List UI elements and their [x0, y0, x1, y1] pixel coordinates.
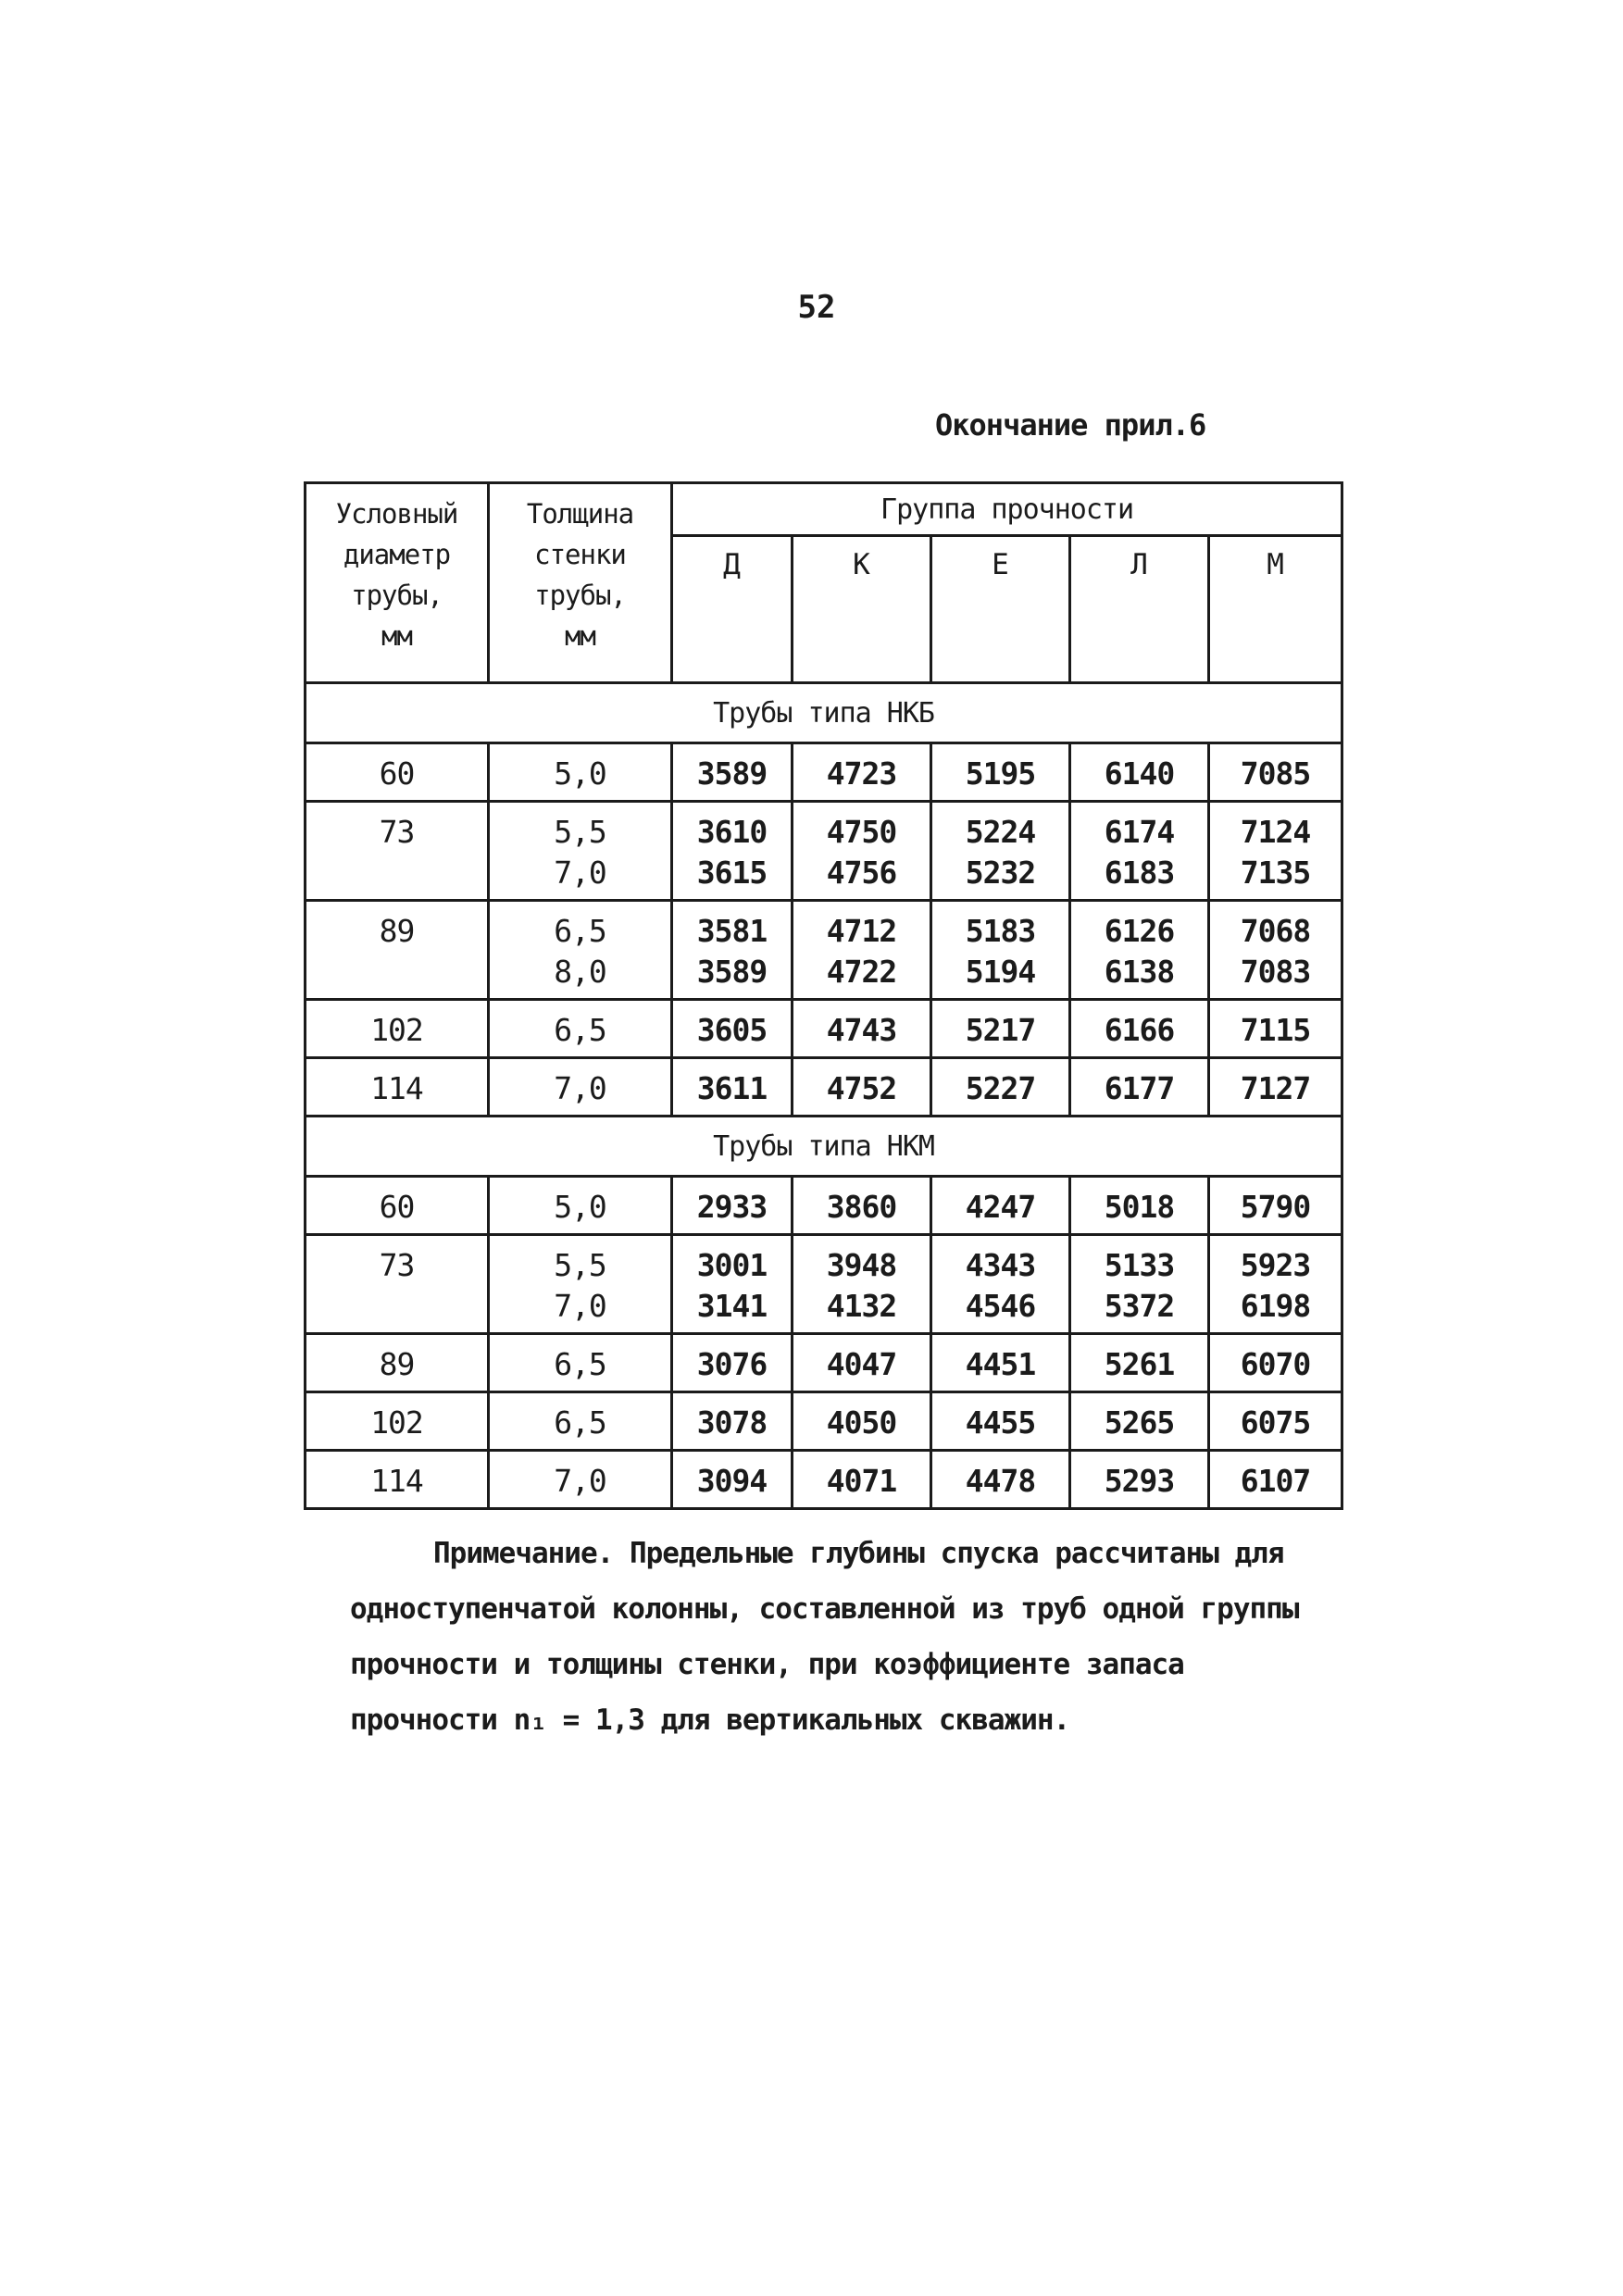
depth-cell: [1070, 1451, 1209, 1509]
depth-cell: [793, 743, 931, 802]
table-row: [306, 1177, 1342, 1235]
depth-cell: [931, 1235, 1070, 1334]
depth-cell: [1070, 1058, 1209, 1117]
depth-cell: [1209, 1000, 1342, 1058]
depth-value: 4050: [826, 1404, 897, 1441]
depth-cell: [793, 1177, 931, 1235]
header-grade-m: М: [1209, 536, 1342, 683]
depth-cell: [931, 901, 1070, 1000]
depth-value: 5224: [965, 814, 1036, 850]
header-diameter-line: трубы,: [351, 580, 443, 611]
table-row: [306, 1235, 1342, 1334]
depth-value: 4455: [965, 1404, 1036, 1441]
appendix-caption: Окончание прил.6: [935, 407, 1206, 443]
header-diameter-line: мм: [381, 620, 412, 652]
depth-cell: [793, 1235, 931, 1334]
thickness-value: 5,5: [554, 814, 606, 850]
diameter-cell: 89: [306, 1334, 489, 1392]
diameter-cell: 114: [306, 1451, 489, 1509]
table-row: [306, 1058, 1342, 1117]
depth-value: 5227: [965, 1070, 1036, 1106]
page-number: 52: [797, 289, 836, 326]
depth-value: 4247: [965, 1189, 1036, 1225]
depth-value: 5293: [1104, 1463, 1175, 1499]
depth-value: 3078: [696, 1404, 768, 1441]
depth-cell: [931, 1058, 1070, 1117]
depth-cell: [1209, 802, 1342, 901]
diameter-cell: 73: [306, 1235, 489, 1334]
depth-cell: [672, 743, 793, 802]
header-diameter-line: диаметр: [343, 539, 451, 570]
depth-value: 4451: [965, 1346, 1036, 1382]
diameter-cell: 60: [306, 743, 489, 802]
depth-value: 6140: [1104, 755, 1175, 792]
depth-cell: [931, 802, 1070, 901]
depth-value: 4343: [965, 1247, 1036, 1283]
depth-value: 4750: [826, 814, 897, 850]
depth-value: 2933: [696, 1189, 768, 1225]
depth-cell: [1209, 1058, 1342, 1117]
depth-cell: [672, 802, 793, 901]
table-row: [306, 1000, 1342, 1058]
header-diameter: [306, 483, 489, 683]
thickness-cell: [489, 1235, 672, 1334]
depth-value: 3948: [826, 1247, 897, 1283]
depth-value: 6177: [1104, 1070, 1175, 1106]
depth-cell: [1070, 1235, 1209, 1334]
depth-value: 3615: [696, 855, 768, 891]
depth-value: 5372: [1104, 1288, 1175, 1324]
table-row: [306, 802, 1342, 901]
depth-value: 6198: [1240, 1288, 1311, 1324]
depth-cell: [931, 1177, 1070, 1235]
thickness-value: 6,5: [554, 1404, 606, 1441]
thickness-cell: [489, 1000, 672, 1058]
diameter-cell: 102: [306, 1392, 489, 1451]
depth-value: 4743: [826, 1012, 897, 1048]
depth-cell: [672, 1235, 793, 1334]
depth-value: 5018: [1104, 1189, 1175, 1225]
depth-value: 5133: [1104, 1247, 1175, 1283]
section-title: Трубы типа НКМ: [306, 1117, 1342, 1177]
depth-value: 3605: [696, 1012, 768, 1048]
depth-cell: [1209, 743, 1342, 802]
note-line: прочности и толщины стенки, при коэффициенте запаса: [350, 1648, 1184, 1681]
depth-value: 3076: [696, 1346, 768, 1382]
depth-value: 4478: [965, 1463, 1036, 1499]
diameter-cell: 102: [306, 1000, 489, 1058]
depth-value: 3610: [696, 814, 768, 850]
depth-value: 7135: [1240, 855, 1311, 891]
depth-cell: [672, 1451, 793, 1509]
depth-cell: [793, 1392, 931, 1451]
thickness-cell: [489, 901, 672, 1000]
depth-cell: [1070, 1392, 1209, 1451]
depth-cell: [1209, 1334, 1342, 1392]
depth-cell: [1209, 1451, 1342, 1509]
depth-value: 3611: [696, 1070, 768, 1106]
depth-cell: [672, 1058, 793, 1117]
header-strength-group: Группа прочности: [672, 483, 1342, 536]
thickness-cell: [489, 1177, 672, 1235]
header-grade-l: Л: [1070, 536, 1209, 683]
thickness-value: 7,0: [554, 855, 606, 891]
depth-value: 3001: [696, 1247, 768, 1283]
depth-cell: [793, 802, 931, 901]
depth-cell: [1070, 743, 1209, 802]
depth-value: 4712: [826, 913, 897, 949]
depth-cell: [1209, 901, 1342, 1000]
depth-value: 3589: [696, 755, 768, 792]
depth-cell: [1070, 901, 1209, 1000]
thickness-value: 6,5: [554, 1346, 606, 1382]
depth-cell: [1209, 1177, 1342, 1235]
depth-value: 6166: [1104, 1012, 1175, 1048]
depth-cell: [793, 1451, 931, 1509]
depth-value: 5183: [965, 913, 1036, 949]
depth-value: 4752: [826, 1070, 897, 1106]
header-grade-e: Е: [931, 536, 1070, 683]
depth-value: 4722: [826, 954, 897, 990]
diameter-cell: 60: [306, 1177, 489, 1235]
depth-value: 5923: [1240, 1247, 1311, 1283]
header-thickness-line: стенки: [534, 539, 626, 570]
depth-value: 3094: [696, 1463, 768, 1499]
table-header: [306, 483, 1342, 683]
depth-cell: [931, 743, 1070, 802]
thickness-cell: [489, 802, 672, 901]
table-body: [306, 683, 1342, 1509]
depth-value: 7124: [1240, 814, 1311, 850]
diameter-cell: 73: [306, 802, 489, 901]
depth-value: 7085: [1240, 755, 1311, 792]
table-row: [306, 743, 1342, 802]
depth-cell: [672, 1177, 793, 1235]
table-row: [306, 1392, 1342, 1451]
thickness-cell: [489, 743, 672, 802]
depth-value: 4756: [826, 855, 897, 891]
depth-cell: [672, 1334, 793, 1392]
depth-value: 3141: [696, 1288, 768, 1324]
table-row: [306, 901, 1342, 1000]
depth-value: 5217: [965, 1012, 1036, 1048]
thickness-cell: [489, 1058, 672, 1117]
strength-table: [304, 481, 1343, 1510]
depth-value: 6075: [1240, 1404, 1311, 1441]
depth-value: 7115: [1240, 1012, 1311, 1048]
thickness-cell: [489, 1392, 672, 1451]
depth-value: 4546: [965, 1288, 1036, 1324]
depth-value: 3581: [696, 913, 768, 949]
depth-cell: [1070, 1177, 1209, 1235]
note-line: прочности n₁ = 1,3 для вертикальных скважин.: [350, 1703, 1070, 1737]
diameter-cell: 114: [306, 1058, 489, 1117]
depth-cell: [1209, 1392, 1342, 1451]
thickness-value: 7,0: [554, 1288, 606, 1324]
depth-cell: [931, 1451, 1070, 1509]
depth-value: 5194: [965, 954, 1036, 990]
header-thickness: [489, 483, 672, 683]
depth-cell: [1070, 802, 1209, 901]
depth-value: 7068: [1240, 913, 1311, 949]
depth-cell: [1209, 1235, 1342, 1334]
depth-cell: [793, 1058, 931, 1117]
depth-value: 6174: [1104, 814, 1175, 850]
note-line: одноступенчатой колонны, составленной из труб одной группы: [350, 1592, 1299, 1626]
thickness-cell: [489, 1451, 672, 1509]
depth-cell: [672, 901, 793, 1000]
depth-value: 5790: [1240, 1189, 1311, 1225]
depth-cell: [793, 1000, 931, 1058]
depth-cell: [672, 1392, 793, 1451]
header-thickness-line: мм: [565, 620, 595, 652]
table-row: [306, 1451, 1342, 1509]
depth-value: 6126: [1104, 913, 1175, 949]
header-diameter-line: Условный: [335, 498, 458, 530]
depth-cell: [672, 1000, 793, 1058]
thickness-value: 6,5: [554, 1012, 606, 1048]
thickness-value: 5,0: [554, 755, 606, 792]
depth-cell: [793, 901, 931, 1000]
depth-cell: [931, 1000, 1070, 1058]
depth-value: 4132: [826, 1288, 897, 1324]
header-thickness-line: трубы,: [534, 580, 626, 611]
depth-cell: [1070, 1000, 1209, 1058]
depth-value: 5195: [965, 755, 1036, 792]
depth-value: 5261: [1104, 1346, 1175, 1382]
thickness-value: 7,0: [554, 1463, 606, 1499]
depth-cell: [1070, 1334, 1209, 1392]
depth-value: 7083: [1240, 954, 1311, 990]
depth-value: 5232: [965, 855, 1036, 891]
table-row: [306, 1334, 1342, 1392]
depth-value: 4071: [826, 1463, 897, 1499]
depth-value: 4047: [826, 1346, 897, 1382]
depth-value: 5265: [1104, 1404, 1175, 1441]
depth-cell: [931, 1334, 1070, 1392]
footnote: [350, 1526, 1313, 1748]
header-thickness-line: Толщина: [526, 498, 634, 530]
section-title: Трубы типа НКБ: [306, 683, 1342, 743]
depth-value: 3589: [696, 954, 768, 990]
thickness-value: 5,0: [554, 1189, 606, 1225]
depth-value: 6107: [1240, 1463, 1311, 1499]
thickness-cell: [489, 1334, 672, 1392]
depth-value: 3860: [826, 1189, 897, 1225]
header-grade-d: Д: [672, 536, 793, 683]
note-line: Примечание. Предельные глубины спуска рассчитаны для: [433, 1537, 1284, 1570]
thickness-value: 7,0: [554, 1070, 606, 1106]
thickness-value: 8,0: [554, 954, 606, 990]
depth-value: 6138: [1104, 954, 1175, 990]
depth-cell: [931, 1392, 1070, 1451]
depth-value: 7127: [1240, 1070, 1311, 1106]
diameter-cell: 89: [306, 901, 489, 1000]
header-grade-k: К: [793, 536, 931, 683]
depth-value: 6183: [1104, 855, 1175, 891]
depth-value: 6070: [1240, 1346, 1311, 1382]
thickness-value: 6,5: [554, 913, 606, 949]
depth-cell: [793, 1334, 931, 1392]
depth-value: 4723: [826, 755, 897, 792]
thickness-value: 5,5: [554, 1247, 606, 1283]
